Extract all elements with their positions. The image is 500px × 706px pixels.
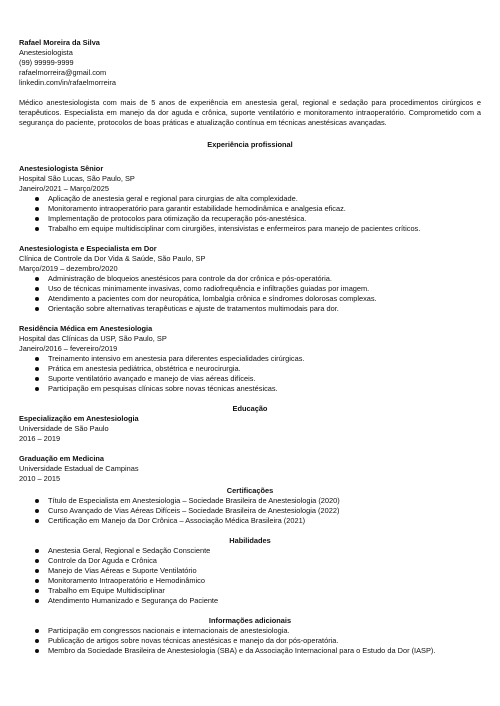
education-school: Universidade de São Paulo: [19, 424, 109, 433]
contact-block: [19, 38, 481, 88]
experience-heading: Experiência profissional: [207, 140, 293, 149]
list-item: Certificação em Manejo da Dor Crônica – Associação Médica Brasileira (2021): [19, 516, 481, 526]
education-degree: Especialização em Anestesiologia: [19, 414, 139, 423]
job-place: Hospital São Lucas, São Paulo, SP: [19, 174, 135, 183]
education-period: 2010 – 2015: [19, 474, 61, 483]
list-item: Prática em anestesia pediátrica, obstétrica e neurocirurgia.: [19, 364, 481, 374]
certifications-heading: Certificações: [226, 486, 274, 495]
job-bullets: [19, 274, 481, 314]
education-heading: Educação: [232, 404, 268, 413]
list-item: Curso Avançado de Vias Aéreas Difíceis – Sociedade Brasileira de Anestesiologia (2022): [19, 506, 481, 516]
list-item: Participação em pesquisas clínicas sobre novas técnicas anestésicas.: [19, 384, 481, 394]
list-item: Implementação de protocolos para otimização da recuperação pós-anestésica.: [19, 214, 481, 224]
list-item: Trabalho em equipe multidisciplinar com cirurgiões, intensivistas e enfermeiros para manejo de pacientes críticos.: [19, 224, 481, 234]
job-bullets: [19, 194, 481, 234]
job-period: Março/2019 – dezembro/2020: [19, 264, 118, 273]
candidate-title: Anestesiologista: [19, 48, 73, 57]
skills-list: [19, 546, 481, 606]
education-period: 2016 – 2019: [19, 434, 61, 443]
list-item: Membro da Sociedade Brasileira de Anestesiologia (SBA) e da Associação Internacional para o Estudo da Dor (IASP).: [19, 646, 481, 656]
additional-info-list: [19, 626, 481, 656]
additional-info-heading: Informações adicionais: [208, 616, 292, 625]
list-item: Título de Especialista em Anestesiologia – Sociedade Brasileira de Anestesiologia (2020): [19, 496, 481, 506]
education-school: Universidade Estadual de Campinas: [19, 464, 139, 473]
candidate-email: rafaelmorreira@gmail.com: [19, 68, 107, 77]
list-item: Monitoramento intraoperatório para garantir estabilidade hemodinâmica e analgesia eficaz.: [19, 204, 481, 214]
job-place: Clínica de Controle da Dor Vida & Saúde, São Paulo, SP: [19, 254, 206, 263]
certifications-list: [19, 496, 481, 526]
job-place: Hospital das Clínicas da USP, São Paulo, SP: [19, 334, 167, 343]
list-item: Monitoramento Intraoperatório e Hemodinâmico: [19, 576, 481, 586]
education-entry: [19, 414, 481, 444]
list-item: Anestesia Geral, Regional e Sedação Consciente: [19, 546, 481, 556]
education-degree: Graduação em Medicina: [19, 454, 105, 463]
job-entry: [19, 324, 481, 394]
list-item: Uso de técnicas minimamente invasivas, como radiofrequência e infiltrações guiadas por imagem.: [19, 284, 481, 294]
list-item: Atendimento a pacientes com dor neuropática, lombalgia crônica e síndromes dolorosas complexas.: [19, 294, 481, 304]
list-item: Manejo de Vias Aéreas e Suporte Ventilatório: [19, 566, 481, 576]
list-item: Participação em congressos nacionais e internacionais de anestesiologia.: [19, 626, 481, 636]
job-role: Anestesiologista Sênior: [19, 164, 104, 173]
list-item: Controle da Dor Aguda e Crônica: [19, 556, 481, 566]
job-entry: [19, 244, 481, 314]
education-entry: [19, 454, 481, 484]
list-item: Atendimento Humanizado e Segurança do Paciente: [19, 596, 481, 606]
job-period: Janeiro/2021 – Março/2025: [19, 184, 109, 193]
list-item: Trabalho em Equipe Multidisciplinar: [19, 586, 481, 596]
list-item: Orientação sobre alternativas terapêuticas e ajuste de tratamentos multimodais para dor.: [19, 304, 481, 314]
professional-summary: Médico anestesiologista com mais de 5 anos de experiência em anestesia geral, regional e sedação para procedimentos cirúrgicos e terapêuticos. Especialista em manejo da dor aguda e crônica, suporte ventilatório e monitoramento intraoperatório. Comprometido com a segurança do paciente, protocolos de boas práticas e atualização contínua em técnicas anestésicas avançadas.: [19, 98, 481, 127]
job-period: Janeiro/2016 – fevereiro/2019: [19, 344, 118, 353]
candidate-phone: (99) 99999-9999: [19, 58, 74, 67]
job-entry: [19, 164, 481, 234]
candidate-linkedin: linkedin.com/in/rafaelmorreira: [19, 78, 116, 87]
candidate-name: Rafael Moreira da Silva: [19, 38, 100, 47]
list-item: Aplicação de anestesia geral e regional para cirurgias de alta complexidade.: [19, 194, 481, 204]
skills-heading: Habilidades: [229, 536, 271, 545]
job-role: Residência Médica em Anestesiologia: [19, 324, 153, 333]
list-item: Suporte ventilatório avançado e manejo de vias aéreas difíceis.: [19, 374, 481, 384]
list-item: Administração de bloqueios anestésicos para controle da dor crônica e pós-operatória.: [19, 274, 481, 284]
list-item: Treinamento intensivo em anestesia para diferentes especialidades cirúrgicas.: [19, 354, 481, 364]
job-role: Anestesiologista e Especialista em Dor: [19, 244, 157, 253]
list-item: Publicação de artigos sobre novas técnicas anestésicas e manejo da dor pós-operatória.: [19, 636, 481, 646]
job-bullets: [19, 354, 481, 394]
